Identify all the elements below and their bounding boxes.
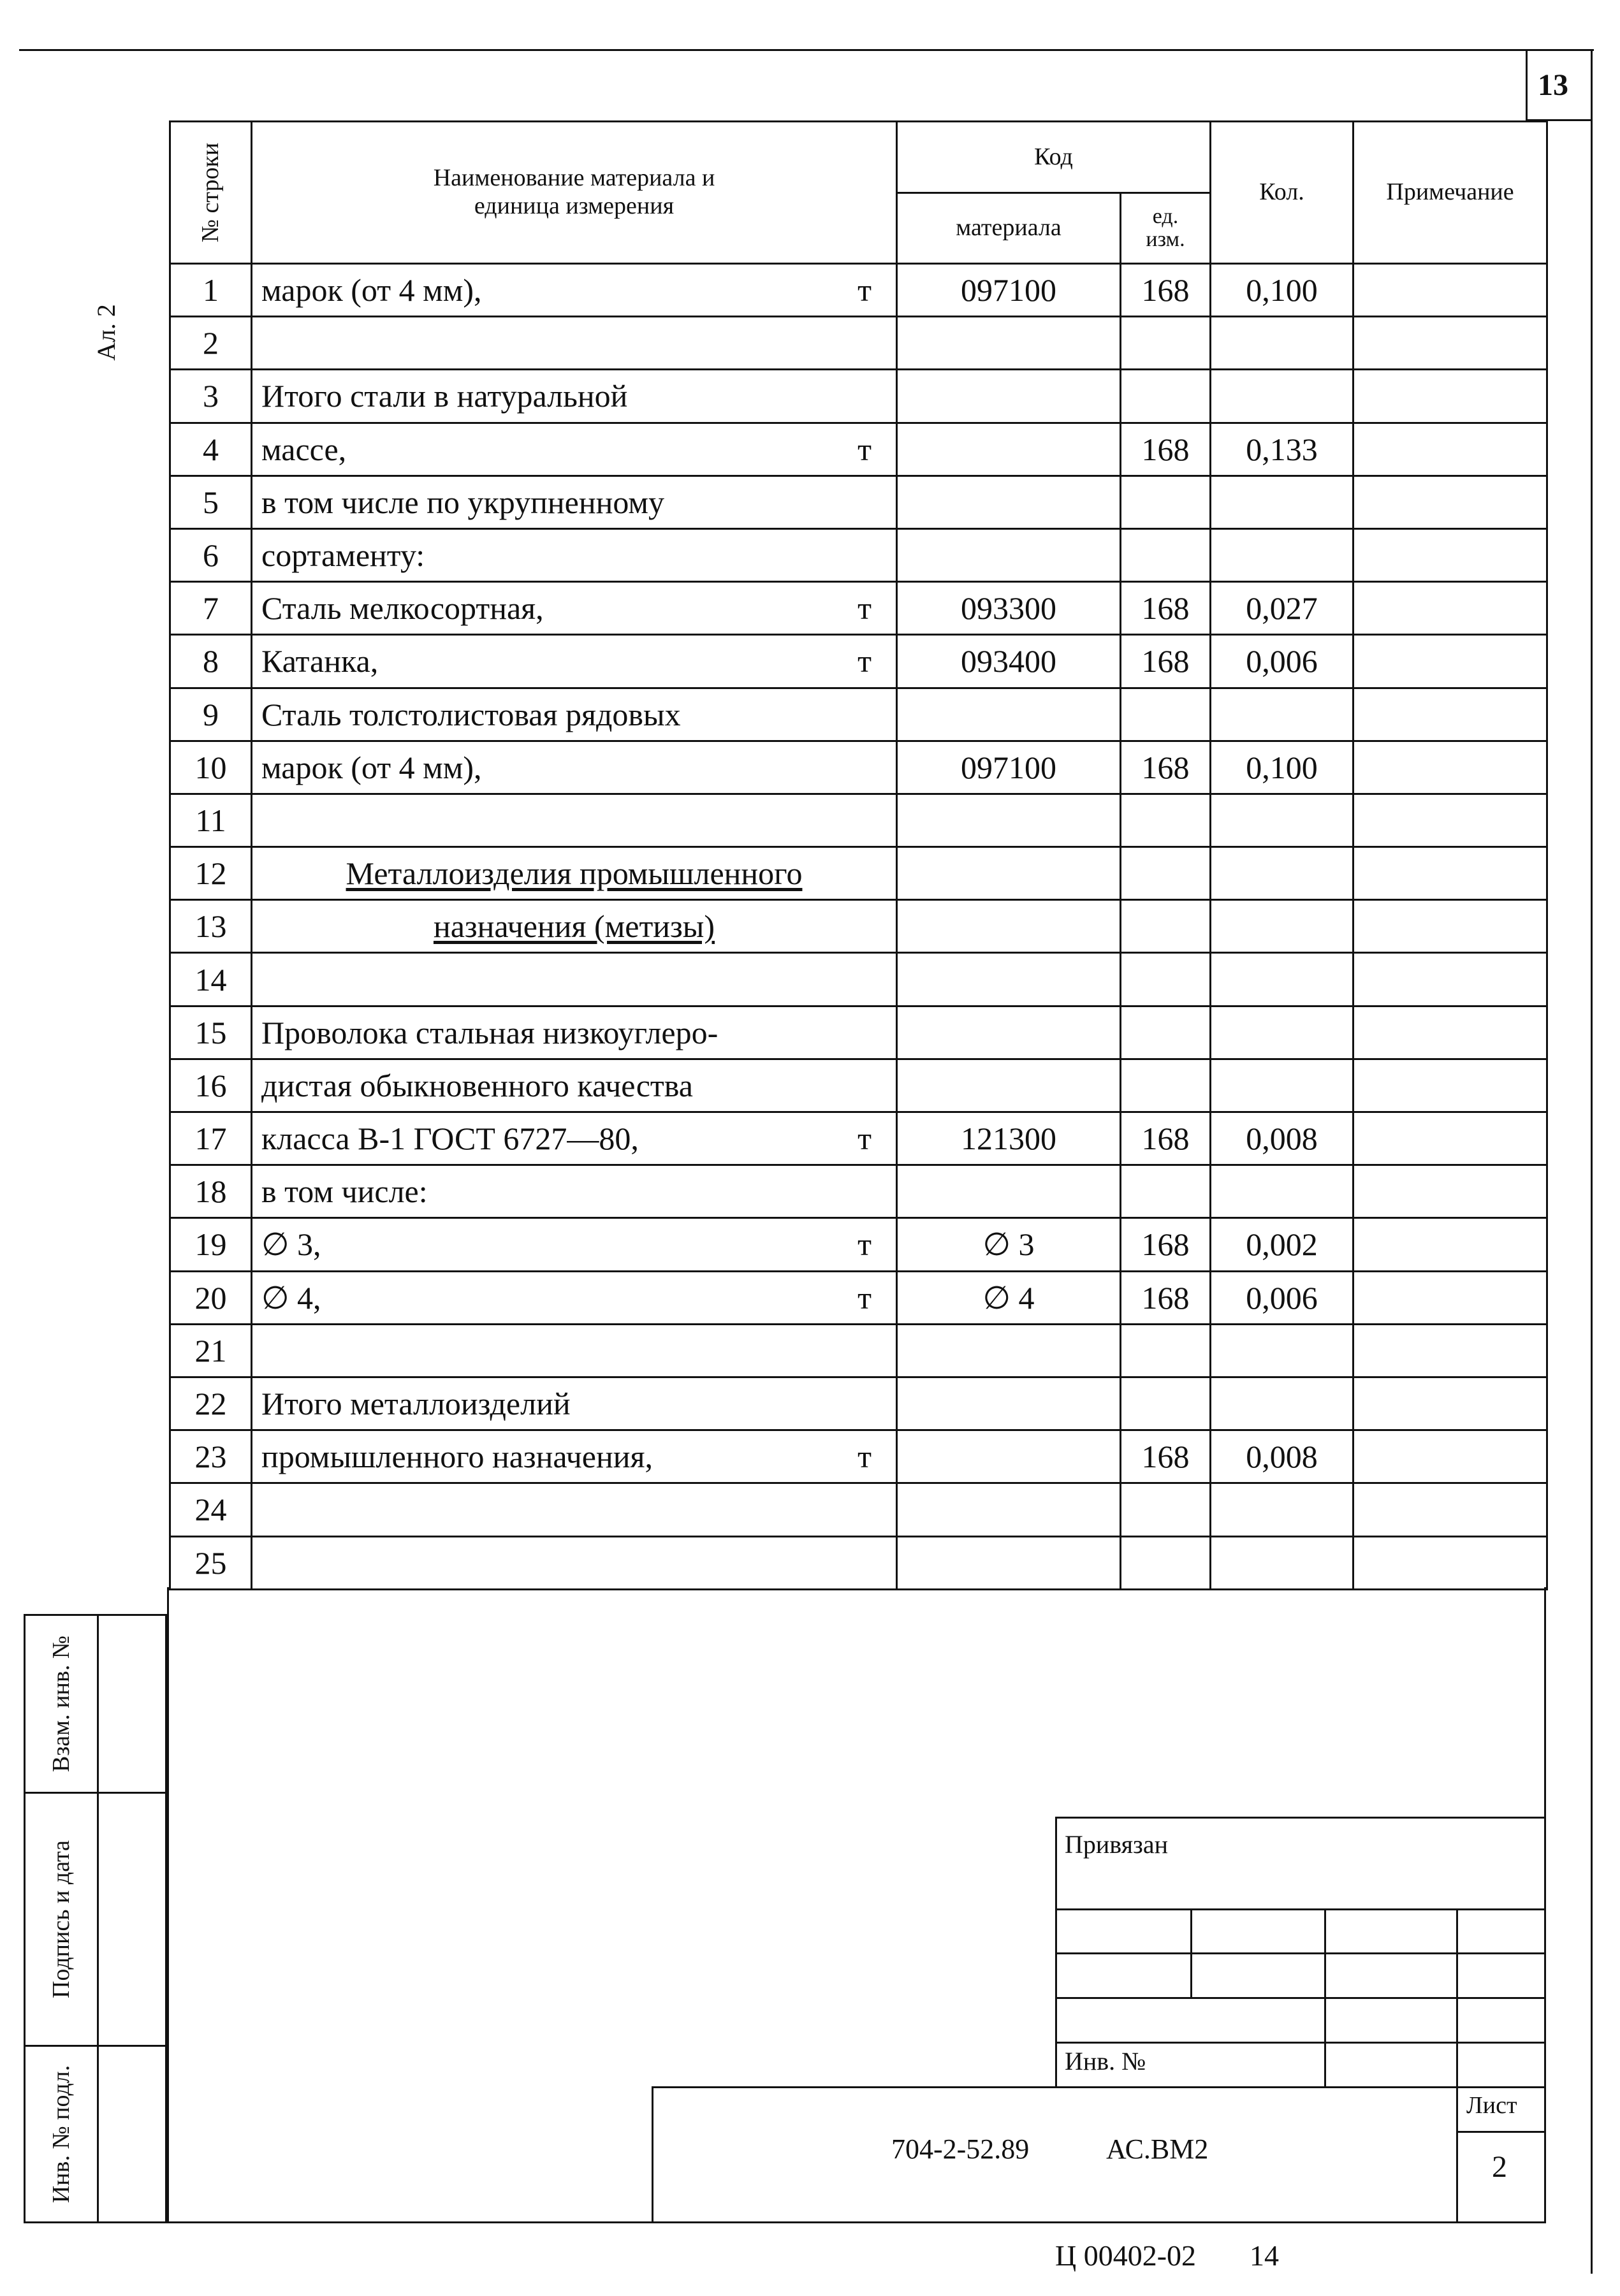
note-cell xyxy=(1354,1271,1547,1324)
table-row xyxy=(170,317,1547,370)
quantity xyxy=(1211,1536,1354,1589)
quantity xyxy=(1211,317,1354,370)
material-name: массе, xyxy=(261,431,347,467)
label-podpis-data: Подпись и дата xyxy=(48,1840,75,1999)
row-number: 18 xyxy=(170,1165,252,1218)
material-name: Итого стали в натуральной xyxy=(261,378,628,414)
material-name-cell xyxy=(252,476,897,528)
table-row xyxy=(170,688,1547,741)
unit-code xyxy=(1121,370,1211,423)
table-row xyxy=(170,264,1547,317)
unit-code xyxy=(1121,900,1211,953)
page-number: 13 xyxy=(1538,68,1568,102)
quantity: 0,100 xyxy=(1211,264,1354,317)
material-name-cell xyxy=(252,900,897,953)
material-name: класса В-1 ГОСТ 6727—80, xyxy=(261,1121,639,1157)
row-number: 12 xyxy=(170,847,252,900)
row-number: 17 xyxy=(170,1112,252,1165)
unit-code: 168 xyxy=(1121,264,1211,317)
table-row xyxy=(170,528,1547,581)
quantity xyxy=(1211,1165,1354,1218)
material-name-cell xyxy=(252,1059,897,1112)
unit-code: 168 xyxy=(1121,1430,1211,1483)
material-name-cell xyxy=(252,1377,897,1430)
table-row xyxy=(170,847,1547,900)
unit-code: 168 xyxy=(1121,423,1211,476)
row-number: 2 xyxy=(170,317,252,370)
quantity xyxy=(1211,370,1354,423)
material-code: 097100 xyxy=(897,264,1121,317)
quantity: 0,008 xyxy=(1211,1112,1354,1165)
unit-code: 168 xyxy=(1121,582,1211,635)
stamp-inv-podl xyxy=(24,2045,167,2223)
row-number: 6 xyxy=(170,528,252,581)
table-row xyxy=(170,1271,1547,1324)
table-row xyxy=(170,1112,1547,1165)
material-name: Катанка, xyxy=(261,643,379,679)
inv-no-label: Инв. № xyxy=(1065,2047,1146,2075)
table-row xyxy=(170,1536,1547,1589)
sheet-number: 2 xyxy=(1492,2150,1507,2184)
unit-of-measure: т xyxy=(857,1279,872,1316)
label-vzam-inv: Взам. инв. № xyxy=(48,1635,75,1773)
top-border-line xyxy=(19,49,1594,51)
quantity: 0,027 xyxy=(1211,582,1354,635)
row-number: 13 xyxy=(170,900,252,953)
table-row xyxy=(170,1483,1547,1536)
sheet-label: Лист xyxy=(1466,2092,1517,2119)
row-number: 3 xyxy=(170,370,252,423)
row-number: 11 xyxy=(170,794,252,846)
header-row-number: № строки xyxy=(170,122,252,264)
table-row xyxy=(170,1059,1547,1112)
quantity xyxy=(1211,1483,1354,1536)
material-name-cell xyxy=(252,953,897,1006)
right-border-line xyxy=(1591,49,1593,2274)
note-cell xyxy=(1354,741,1547,794)
material-name-cell xyxy=(252,847,897,900)
unit-code: 168 xyxy=(1121,1218,1211,1271)
privyazan-label: Привязан xyxy=(1065,1830,1169,1859)
material-code xyxy=(897,688,1121,741)
note-cell xyxy=(1354,528,1547,581)
note-cell xyxy=(1354,900,1547,953)
quantity: 0,133 xyxy=(1211,423,1354,476)
table-row xyxy=(170,953,1547,1006)
material-name: ∅ 3, xyxy=(261,1226,321,1263)
note-cell xyxy=(1354,423,1547,476)
unit-of-measure: т xyxy=(857,272,872,309)
material-name-cell xyxy=(252,1218,897,1271)
table-row xyxy=(170,1377,1547,1430)
row-number: 21 xyxy=(170,1324,252,1377)
note-cell xyxy=(1354,1059,1547,1112)
material-name: промышленного назначения, xyxy=(261,1439,653,1475)
unit-code xyxy=(1121,476,1211,528)
header-code-unit: ед. изм. xyxy=(1121,193,1211,264)
material-name-cell xyxy=(252,1483,897,1536)
unit-of-measure: т xyxy=(857,1226,872,1263)
stamp-vzam-inv xyxy=(24,1614,167,1794)
row-number: 19 xyxy=(170,1218,252,1271)
unit-of-measure: т xyxy=(857,590,872,627)
quantity: 0,006 xyxy=(1211,635,1354,688)
material-name: назначения (метизы) xyxy=(433,908,715,945)
row-number: 14 xyxy=(170,953,252,1006)
material-code xyxy=(897,1536,1121,1589)
unit-code: 168 xyxy=(1121,741,1211,794)
quantity xyxy=(1211,953,1354,1006)
unit-code xyxy=(1121,1483,1211,1536)
unit-code xyxy=(1121,1324,1211,1377)
material-code: 093400 xyxy=(897,635,1121,688)
material-name: марок (от 4 мм), xyxy=(261,272,482,309)
page-number-box-left xyxy=(1526,49,1528,120)
material-code xyxy=(897,1377,1121,1430)
material-name: марок (от 4 мм), xyxy=(261,749,482,785)
material-name: ∅ 4, xyxy=(261,1279,321,1316)
note-cell xyxy=(1354,847,1547,900)
material-name: сортаменту: xyxy=(261,537,425,574)
material-name: в том числе по укрупненному xyxy=(261,484,665,520)
row-number: 10 xyxy=(170,741,252,794)
quantity xyxy=(1211,476,1354,528)
note-cell xyxy=(1354,1377,1547,1430)
material-code xyxy=(897,1165,1121,1218)
note-cell xyxy=(1354,1006,1547,1059)
unit-code xyxy=(1121,317,1211,370)
material-code xyxy=(897,1324,1121,1377)
material-code xyxy=(897,1006,1121,1059)
material-name: Итого металлоизделий xyxy=(261,1386,571,1422)
table-row xyxy=(170,900,1547,953)
table-row xyxy=(170,794,1547,846)
material-name-cell xyxy=(252,1271,897,1324)
material-code xyxy=(897,1059,1121,1112)
unit-code xyxy=(1121,794,1211,846)
material-name: Сталь мелкосортная, xyxy=(261,590,544,627)
material-code xyxy=(897,953,1121,1006)
row-number: 22 xyxy=(170,1377,252,1430)
note-cell xyxy=(1354,1218,1547,1271)
stamp-podpis-data xyxy=(24,1792,167,2047)
unit-of-measure: т xyxy=(857,431,872,467)
material-name-cell xyxy=(252,741,897,794)
album-label: Ал. 2 xyxy=(91,304,120,361)
material-name-cell xyxy=(252,1112,897,1165)
header-note: Примечание xyxy=(1354,122,1547,264)
header-code-material: материала xyxy=(897,193,1121,264)
row-number: 7 xyxy=(170,582,252,635)
table-row xyxy=(170,370,1547,423)
material-name-cell xyxy=(252,1536,897,1589)
row-number: 16 xyxy=(170,1059,252,1112)
table-row xyxy=(170,1430,1547,1483)
unit-code: 168 xyxy=(1121,1271,1211,1324)
unit-code: 168 xyxy=(1121,1112,1211,1165)
note-cell xyxy=(1354,1536,1547,1589)
material-name: в том числе: xyxy=(261,1173,428,1210)
table-row xyxy=(170,582,1547,635)
unit-of-measure: т xyxy=(857,1121,872,1157)
material-name-cell xyxy=(252,794,897,846)
material-code: ∅ 4 xyxy=(897,1271,1121,1324)
quantity xyxy=(1211,528,1354,581)
unit-of-measure: т xyxy=(857,643,872,679)
unit-code xyxy=(1121,953,1211,1006)
table-row xyxy=(170,635,1547,688)
note-cell xyxy=(1354,582,1547,635)
label-inv-podl: Инв. № подл. xyxy=(48,2065,75,2204)
unit-code xyxy=(1121,847,1211,900)
material-code: 097100 xyxy=(897,741,1121,794)
material-code xyxy=(897,794,1121,846)
unit-code xyxy=(1121,1377,1211,1430)
archive-code: Ц 00402-02 xyxy=(1055,2239,1197,2272)
material-name: Металлоизделия промышленного xyxy=(346,855,803,892)
material-name-cell xyxy=(252,688,897,741)
material-name: Проволока стальная низкоуглеро- xyxy=(261,1014,719,1050)
unit-of-measure: т xyxy=(857,1439,872,1475)
material-name-cell xyxy=(252,528,897,581)
note-cell xyxy=(1354,1112,1547,1165)
header-material-name: Наименование материала и единица измерения xyxy=(252,122,897,264)
material-code xyxy=(897,847,1121,900)
row-number: 5 xyxy=(170,476,252,528)
title-block xyxy=(652,2086,1546,2223)
note-cell xyxy=(1354,317,1547,370)
quantity xyxy=(1211,688,1354,741)
material-name-cell xyxy=(252,423,897,476)
note-cell xyxy=(1354,370,1547,423)
material-code xyxy=(897,317,1121,370)
note-cell xyxy=(1354,264,1547,317)
materials-table xyxy=(169,120,1548,1590)
table-row xyxy=(170,476,1547,528)
header-code: Код xyxy=(897,122,1211,193)
material-code: 121300 xyxy=(897,1112,1121,1165)
material-code xyxy=(897,370,1121,423)
quantity: 0,002 xyxy=(1211,1218,1354,1271)
row-number: 15 xyxy=(170,1006,252,1059)
note-cell xyxy=(1354,1165,1547,1218)
row-number: 23 xyxy=(170,1430,252,1483)
note-cell xyxy=(1354,794,1547,846)
table-row xyxy=(170,741,1547,794)
unit-code xyxy=(1121,1536,1211,1589)
quantity: 0,100 xyxy=(1211,741,1354,794)
material-code xyxy=(897,1430,1121,1483)
table-row xyxy=(170,1006,1547,1059)
unit-code xyxy=(1121,1006,1211,1059)
table-row xyxy=(170,1165,1547,1218)
row-number: 20 xyxy=(170,1271,252,1324)
unit-code xyxy=(1121,1165,1211,1218)
unit-code: 168 xyxy=(1121,635,1211,688)
table-row xyxy=(170,1218,1547,1271)
quantity xyxy=(1211,847,1354,900)
row-number: 4 xyxy=(170,423,252,476)
quantity xyxy=(1211,1006,1354,1059)
frame-left-line xyxy=(167,1587,169,2223)
material-code xyxy=(897,528,1121,581)
material-name-cell xyxy=(252,264,897,317)
quantity xyxy=(1211,1377,1354,1430)
material-code xyxy=(897,900,1121,953)
material-name: Сталь толстолистовая рядовых xyxy=(261,696,681,732)
doc-code: 704-2-52.89 xyxy=(891,2133,1030,2165)
material-name-cell xyxy=(252,370,897,423)
table-row xyxy=(170,1324,1547,1377)
material-code xyxy=(897,476,1121,528)
material-name-cell xyxy=(252,1324,897,1377)
material-code: ∅ 3 xyxy=(897,1218,1121,1271)
doc-mark: АС.ВМ2 xyxy=(1106,2133,1209,2165)
material-code: 093300 xyxy=(897,582,1121,635)
quantity: 0,008 xyxy=(1211,1430,1354,1483)
row-number: 8 xyxy=(170,635,252,688)
note-cell xyxy=(1354,1430,1547,1483)
quantity xyxy=(1211,1059,1354,1112)
archive-page: 14 xyxy=(1250,2239,1279,2272)
material-name-cell xyxy=(252,635,897,688)
note-cell xyxy=(1354,688,1547,741)
material-code xyxy=(897,423,1121,476)
note-cell xyxy=(1354,476,1547,528)
material-name: дистая обыкновенного качества xyxy=(261,1067,693,1103)
table-row xyxy=(170,423,1547,476)
quantity xyxy=(1211,1324,1354,1377)
material-name-cell xyxy=(252,1165,897,1218)
unit-code xyxy=(1121,528,1211,581)
quantity xyxy=(1211,794,1354,846)
material-name-cell xyxy=(252,582,897,635)
row-number: 9 xyxy=(170,688,252,741)
row-number: 25 xyxy=(170,1536,252,1589)
material-name-cell xyxy=(252,1430,897,1483)
note-cell xyxy=(1354,953,1547,1006)
material-name-cell xyxy=(252,317,897,370)
note-cell xyxy=(1354,1324,1547,1377)
material-name-cell xyxy=(252,1006,897,1059)
material-code xyxy=(897,1483,1121,1536)
unit-code xyxy=(1121,1059,1211,1112)
note-cell xyxy=(1354,1483,1547,1536)
note-cell xyxy=(1354,635,1547,688)
unit-code xyxy=(1121,688,1211,741)
quantity xyxy=(1211,900,1354,953)
header-quantity: Кол. xyxy=(1211,122,1354,264)
row-number: 24 xyxy=(170,1483,252,1536)
quantity: 0,006 xyxy=(1211,1271,1354,1324)
row-number: 1 xyxy=(170,264,252,317)
